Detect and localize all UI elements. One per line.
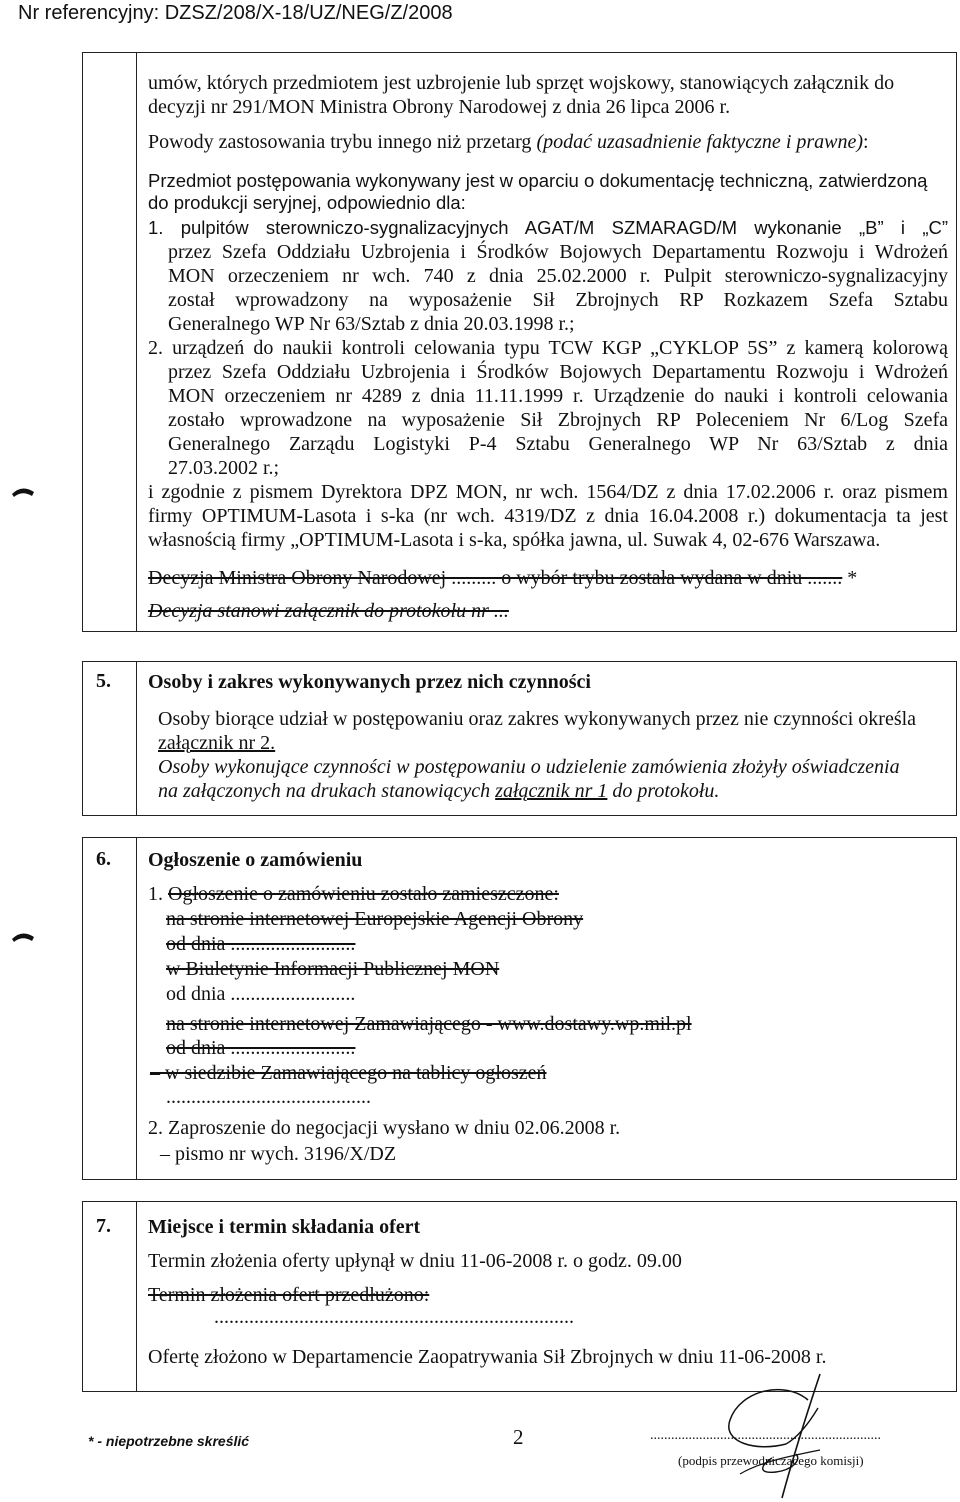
item1-line: przez Szefa Oddziału Uzbrojenia i Środków Bojowych Departamentu Rozwoju i Wdrożeń — [168, 241, 948, 263]
decision-star: * — [842, 567, 858, 589]
s6-struck: w Biuletynie Informacji Publicznej MON — [166, 958, 500, 980]
decision-attachment-struck: Decyzja stanowi załącznik do protokołu nr ... — [148, 600, 509, 622]
s7-dots: ........................................................................ — [214, 1306, 574, 1328]
s4-line: umów, których przedmiotem jest uzbrojenie lub sprzęt wojskowy, stanowiących załącznik do — [148, 72, 895, 94]
s4-line: własnością firmy „OPTIMUM-Lasota i s-ka, spółka jawna, ul. Suwak 4, 02-676 Warszawa. — [148, 529, 881, 551]
s6-line: – pismo nr wych. 3196/X/DZ — [160, 1143, 397, 1165]
s6-struck: od dnia ......................... — [166, 933, 356, 955]
margin-mark — [10, 927, 36, 945]
s5-line — [158, 779, 719, 803]
item1-line: 1. pulpitów sterowniczo-sygnalizacyjnych AGAT/M SZMARAGD/M wykonanie „B” i „C” — [148, 217, 948, 238]
item2-line: zostało wprowadzone na wyposażenie Sił Zbrojnych RP Poleceniem Nr 6/Log Szefa — [168, 409, 948, 431]
s6-struck: od dnia ......................... — [166, 1037, 356, 1059]
s7-line: Termin złożenia oferty upłynął w dniu 11-06-2008 r. o godz. 09.00 — [148, 1250, 682, 1272]
s5-attachment-ref: załącznik nr 2. — [158, 732, 276, 754]
decision-line — [148, 566, 857, 590]
section6-number: 6. — [96, 848, 111, 870]
section5-number: 5. — [96, 670, 111, 692]
signature-scribble — [700, 1370, 850, 1502]
signature-dots: .................................................................. — [650, 1428, 881, 1443]
s6-line: 2. Zaproszenie do negocjacji wysłano w dniu 02.06.2008 r. — [148, 1117, 621, 1139]
s6-dots: ......................................... — [166, 1086, 371, 1108]
section7-divider — [136, 1201, 137, 1391]
s7-struck: Termin złożenia ofert przedłużono: — [148, 1284, 430, 1306]
item2-line: przez Szefa Oddziału Uzbrojenia i Środków Bojowych Departamentu Rozwoju i Wdrożeń — [168, 361, 948, 383]
item2-line: 2. urządzeń do naukii kontroli celowania typu TCW KGP „CYKLOP 5S” z kamerą kolorową — [148, 337, 948, 359]
reasons-colon: : — [863, 131, 869, 153]
item1-line: Generalnego WP Nr 63/Sztab z dnia 20.03.1998 r.; — [168, 313, 575, 335]
reference-number: Nr referencyjny: DZSZ/208/X-18/UZ/NEG/Z/2008 — [18, 2, 453, 24]
decision-struck: Decyzja Ministra Obrony Narodowej ......... o wybór trybu została wydana w dniu ....... — [148, 567, 843, 589]
s4-line: decyzji nr 291/MON Ministra Obrony Narodowej z dnia 26 lipca 2006 r. — [148, 96, 731, 118]
item1-line: został wprowadzony na wyposażenie Sił Zbrojnych RP Rozkazem Szefa Sztabu — [168, 289, 948, 311]
s6-line — [148, 882, 559, 906]
s4-line: firmy OPTIMUM-Lasota i s-ka (nr wch. 4319/DZ z dnia 16.04.2008 r.) dokumentacja ta jest — [148, 505, 948, 527]
s5-text: na załączonych na drukach stanowiących — [158, 780, 496, 802]
s5-attachment-link: załącznik nr 1 — [495, 780, 608, 802]
section7-number: 7. — [96, 1215, 111, 1237]
s6-struck: – w siedzibie Zamawiającego na tablicy ogłoszeń — [150, 1062, 547, 1084]
item2-line: Generalnego Zarządu Logistyki P-4 Sztabu Generalnego WP Nr 63/Sztab z dnia — [168, 433, 948, 455]
s5-text: do protokołu. — [607, 780, 720, 802]
s5-line: Osoby wykonujące czynności w postępowaniu o udzielenie zamówienia złożyły oświadczenia — [158, 756, 900, 778]
margin-mark — [10, 482, 36, 500]
s6-struck: Ogłoszenie o zamówieniu zostało zamieszczone: — [168, 883, 559, 905]
s6-struck: na stronie internetowej Europejskie Agencji Obrony — [166, 908, 584, 930]
s7-line: Ofertę złożono w Departamencie Zaopatrywania Sił Zbrojnych w dniu 11-06-2008 r. — [148, 1346, 827, 1368]
s4-line: i zgodnie z pismem Dyrektora DPZ MON, nr wch. 1564/DZ z dnia 17.02.2006 r. oraz pismem — [148, 481, 948, 503]
section6-title: Ogłoszenie o zamówieniu — [148, 849, 363, 871]
footnote: * - niepotrzebne skreślić — [88, 1433, 250, 1449]
page-number: 2 — [513, 1425, 524, 1449]
s6-date: od dnia ......................... — [166, 983, 356, 1005]
item2-line: MON orzeczeniem nr 4289 z dnia 11.11.1999 r. Urządzenie do nauki i kontroli celowania — [168, 385, 948, 407]
reasons-line — [148, 130, 869, 154]
s4-line: do produkcji seryjnej, odpowiednio dla: — [148, 192, 466, 213]
signature-caption: (podpis przewodniczącego komisji) — [678, 1453, 864, 1468]
s5-line: Osoby biorące udział w postępowaniu oraz zakres wykonywanych przez nie czynności określa — [158, 708, 917, 730]
item2-line: 27.03.2002 r.; — [168, 457, 280, 479]
section5-title: Osoby i zakres wykonywanych przez nich czynności — [148, 671, 591, 693]
s6-number: 1. — [148, 883, 168, 905]
section7-title: Miejsce i termin składania ofert — [148, 1216, 421, 1238]
item1-line: MON orzeczeniem nr wch. 740 z dnia 25.02.2000 r. Pulpit sterowniczo-sygnalizacyjny — [168, 265, 948, 287]
s4-line: Przedmiot postępowania wykonywany jest w oparciu o dokumentację techniczną, zatwierdzoną — [148, 170, 928, 191]
reasons-text: Powody zastosowania trybu innego niż przetarg — [148, 131, 537, 153]
s6-struck: na stronie internetowej Zamawiającego - www.dostawy.wp.mil.pl — [166, 1013, 692, 1035]
section4-divider — [136, 52, 137, 631]
section5-divider — [136, 661, 137, 815]
section6-divider — [136, 837, 137, 1179]
reasons-italic: (podać uzasadnienie faktyczne i prawne) — [536, 131, 864, 153]
